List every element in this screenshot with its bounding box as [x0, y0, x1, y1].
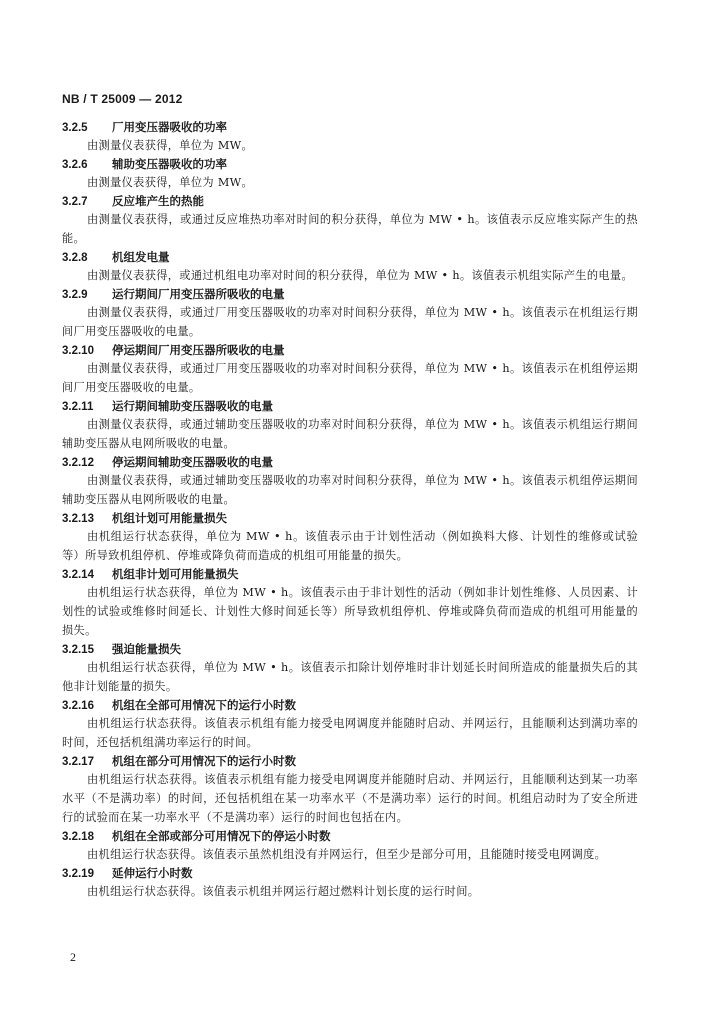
- clause-heading: [62, 640, 638, 658]
- clause-body: 由机组运行状态获得。该值表示机组有能力接受电网调度并能随时启动、并网运行，且能顺利达到某一功率水平（不是满功率）的时间，还包括机组在某一功率水平（不是满功率）运行的时间。机组启动时为了安全所进行的试验而在某一功率水平（不是满功率）运行的时间也包括在内。: [62, 773, 638, 824]
- clause-body: 由测量仪表获得，或通过厂用变压器吸收的功率对时间积分获得，单位为 MW • h。该值表示在机组停运期间厂用变压器吸收的电量。: [62, 362, 638, 394]
- clause-title: 机组发电量: [112, 250, 170, 264]
- clause: [62, 248, 638, 285]
- clause: [62, 397, 638, 453]
- clause-body: 由测量仪表获得，单位为 MW。: [87, 176, 254, 189]
- clause-body: 由机组运行状态获得，单位为 MW • h。该值表示扣除计划停堆时非计划延长时间所造成的能量损失后的其他非计划能量的损失。: [62, 661, 638, 693]
- clause-title: 机组在全部可用情况下的运行小时数: [112, 698, 296, 712]
- clause-number: 3.2.12: [62, 457, 94, 469]
- clause-heading: [62, 192, 638, 210]
- clause-body: 由机组运行状态获得，单位为 MW • h。该值表示由于计划性活动（例如换料大修、计划性的维修或试验等）所导致机组停机、停堆或降负荷而造成的机组可用能量的损失。: [62, 530, 638, 562]
- clause: [62, 565, 638, 640]
- clause-title: 辅助变压器吸收的功率: [112, 157, 227, 171]
- clause-heading: [62, 397, 638, 415]
- document-body: [62, 118, 638, 901]
- clause-title: 停运期间辅助变压器吸收的电量: [112, 455, 273, 469]
- clause-number: 3.2.10: [62, 345, 94, 357]
- clause-number: 3.2.16: [62, 700, 94, 712]
- standard-number-header: NB / T 25009 — 2012: [62, 92, 183, 106]
- clause-title: 运行期间厂用变压器所吸收的电量: [112, 287, 285, 301]
- clause-body: 由测量仪表获得，或通过厂用变压器吸收的功率对时间积分获得，单位为 MW • h。该值表示在机组运行期间厂用变压器吸收的电量。: [62, 306, 638, 338]
- clause-number: 3.2.6: [62, 159, 88, 171]
- clause-heading: [62, 696, 638, 714]
- clause-heading: [62, 827, 638, 845]
- clause-heading: [62, 752, 638, 770]
- clause: [62, 509, 638, 565]
- clause-heading: [62, 155, 638, 173]
- clause-heading: [62, 341, 638, 359]
- clause-heading: [62, 453, 638, 471]
- clause-number: 3.2.11: [62, 401, 94, 413]
- clause-number: 3.2.13: [62, 513, 94, 525]
- clause-heading: [62, 565, 638, 583]
- clause: [62, 341, 638, 397]
- clause-number: 3.2.15: [62, 644, 94, 656]
- clause-number: 3.2.17: [62, 756, 94, 768]
- clause-number: 3.2.14: [62, 569, 94, 581]
- clause: [62, 864, 638, 901]
- clause-number: 3.2.8: [62, 252, 88, 264]
- clause-title: 反应堆产生的热能: [112, 194, 204, 208]
- clause: [62, 118, 638, 155]
- clause-body: 由测量仪表获得，单位为 MW。: [87, 139, 254, 152]
- clause: [62, 453, 638, 509]
- clause-heading: [62, 248, 638, 266]
- clause-number: 3.2.5: [62, 122, 88, 134]
- page-number: 2: [70, 950, 76, 964]
- clause-title: 强迫能量损失: [112, 642, 181, 656]
- clause-body: 由机组运行状态获得。该值表示机组并网运行超过燃料计划长度的运行时间。: [87, 885, 480, 898]
- clause-heading: [62, 509, 638, 527]
- clause-title: 运行期间辅助变压器吸收的电量: [112, 399, 273, 413]
- clause-heading: [62, 118, 638, 136]
- clause-number: 3.2.7: [62, 196, 88, 208]
- clause-title: 停运期间厂用变压器所吸收的电量: [112, 343, 285, 357]
- clause-body: 由测量仪表获得，或通过辅助变压器吸收的功率对时间积分获得，单位为 MW • h。该值表示机组停运期间辅助变压器从电网所吸收的电量。: [62, 474, 638, 506]
- clause-body: 由机组运行状态获得。该值表示机组有能力接受电网调度并能随时启动、并网运行，且能顺利达到满功率的时间，还包括机组满功率运行的时间。: [62, 717, 638, 749]
- clause: [62, 155, 638, 192]
- clause-body: 由测量仪表获得，或通过反应堆热功率对时间的积分获得，单位为 MW • h。该值表示反应堆实际产生的热能。: [62, 213, 638, 245]
- clause-body: 由机组运行状态获得，单位为 MW • h。该值表示由于非计划性的活动（例如非计划性维修、人员因素、计划性的试验或维修时间延长、计划性大修时间延长等）所导致机组停机、停堆或降负荷而造成的机组可用能量的损失。: [62, 586, 638, 637]
- clause-heading: [62, 864, 638, 882]
- clause-body: 由机组运行状态获得。该值表示虽然机组没有并网运行，但至少是部分可用，且能随时接受电网调度。: [87, 848, 607, 861]
- clause-title: 机组非计划可用能量损失: [112, 567, 239, 581]
- clause-title: 机组在部分可用情况下的运行小时数: [112, 754, 296, 768]
- clause-number: 3.2.18: [62, 831, 94, 843]
- clause: [62, 285, 638, 341]
- clause: [62, 640, 638, 696]
- clause-number: 3.2.9: [62, 289, 88, 301]
- clause-body: 由测量仪表获得，或通过机组电功率对时间的积分获得，单位为 MW • h。该值表示机组实际产生的电量。: [87, 269, 633, 282]
- clause: [62, 752, 638, 827]
- clause-body: 由测量仪表获得，或通过辅助变压器吸收的功率对时间积分获得，单位为 MW • h。该值表示机组运行期间辅助变压器从电网所吸收的电量。: [62, 418, 638, 450]
- clause-title: 延伸运行小时数: [112, 866, 193, 880]
- clause: [62, 696, 638, 752]
- clause: [62, 827, 638, 864]
- clause-number: 3.2.19: [62, 868, 94, 880]
- clause: [62, 192, 638, 248]
- clause-heading: [62, 285, 638, 303]
- clause-title: 机组计划可用能量损失: [112, 511, 227, 525]
- clause-title: 厂用变压器吸收的功率: [112, 120, 227, 134]
- clause-title: 机组在全部或部分可用情况下的停运小时数: [112, 829, 331, 843]
